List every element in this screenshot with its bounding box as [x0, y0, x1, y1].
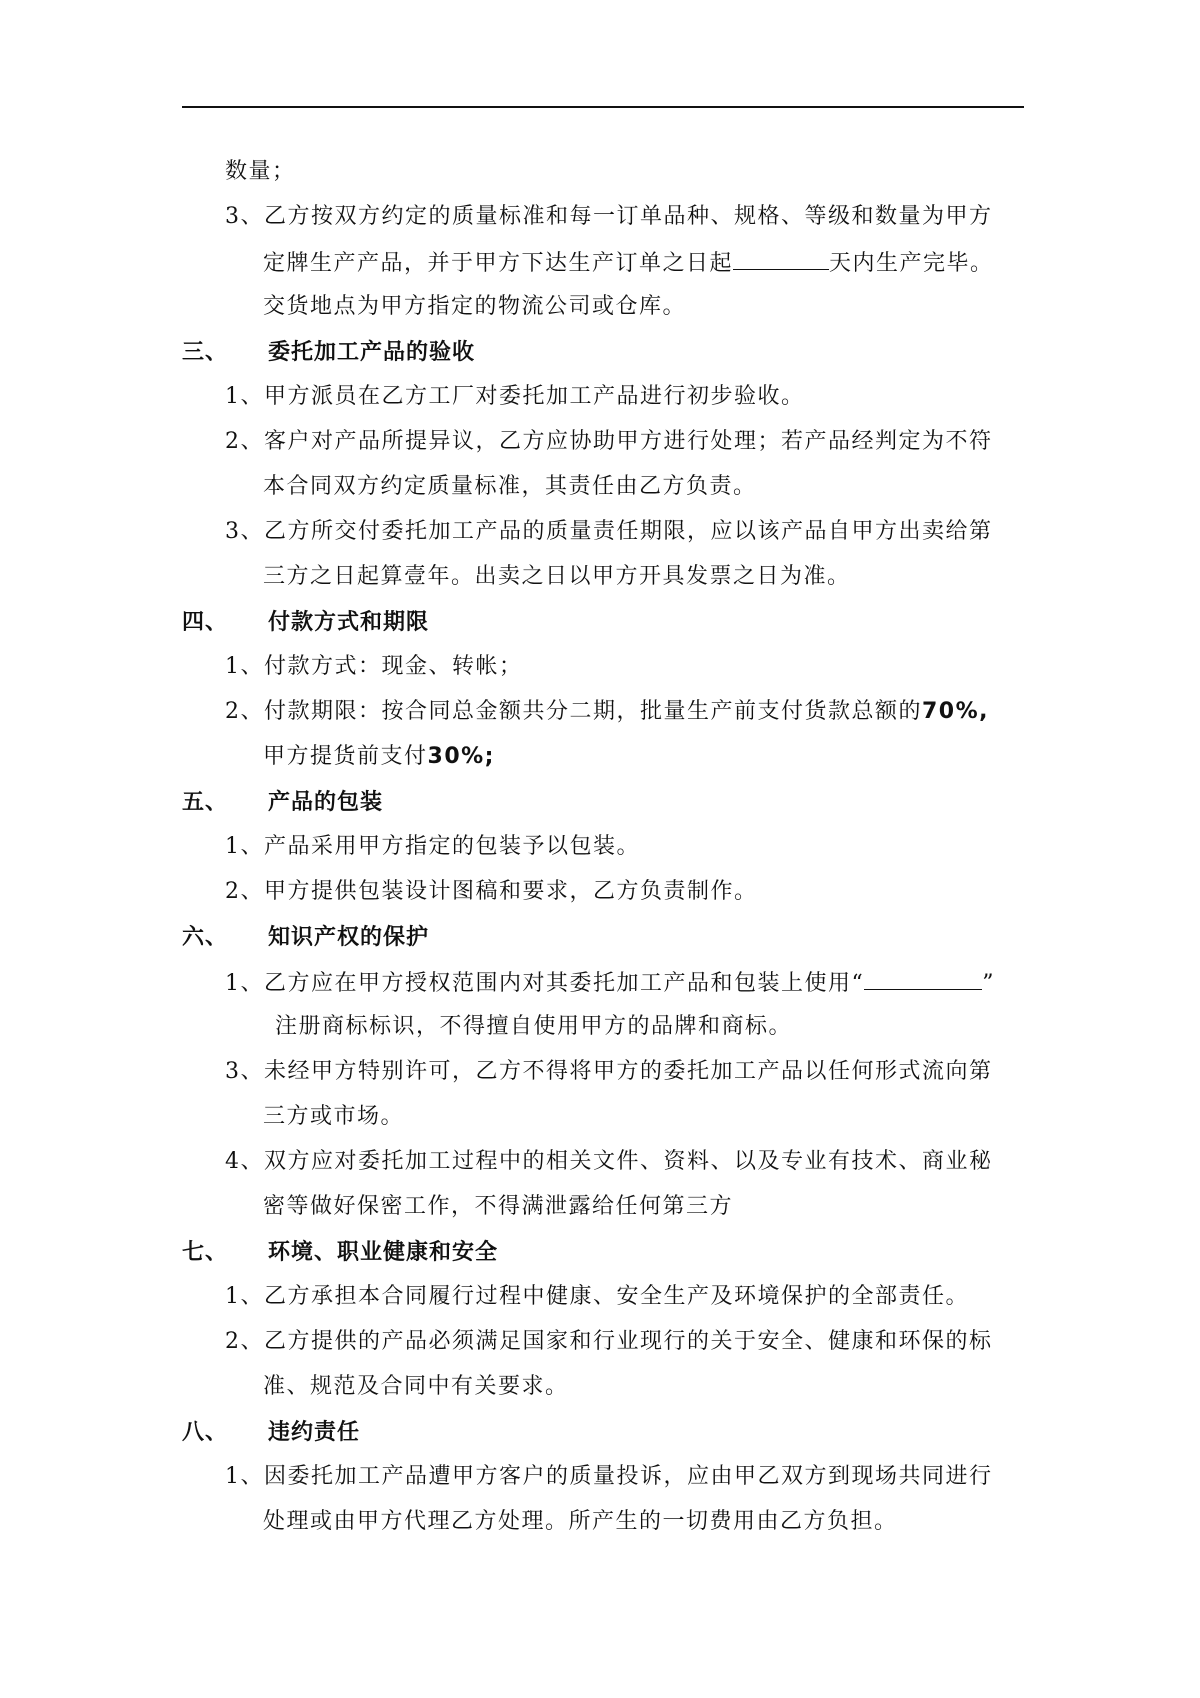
sec6-heading	[182, 922, 429, 952]
sec5-item1: 1、产品采用甲方指定的包装予以包装。	[225, 834, 640, 859]
sec3-item2-line2: 本合同双方约定质量标准，其责任由乙方负责。	[263, 474, 757, 499]
sec7-title: 环境、职业健康和安全	[268, 1239, 499, 1265]
days-blank	[733, 247, 829, 270]
sec6-item4-line1: 4、双方应对委托加工过程中的相关文件、资料、以及专业有技术、商业秘	[225, 1149, 993, 1174]
sec4-item2-line2-text: 甲方提货前支付	[263, 744, 428, 769]
sec7-heading	[182, 1237, 498, 1267]
sec2-item3-line1: 3、乙方按双方约定的质量标准和每一订单品种、规格、等级和数量为甲方	[225, 204, 993, 229]
sec5-item2: 2、甲方提供包装设计图稿和要求，乙方负责制作。	[225, 879, 758, 904]
sec5-heading	[182, 787, 383, 817]
sec2-item3-line2-text: 定牌生产产品，并于甲方下达生产订单之日起	[263, 251, 734, 276]
sec2-item3-line3: 交货地点为甲方指定的物流公司或仓库。	[263, 294, 687, 319]
sec8-title: 违约责任	[268, 1419, 361, 1445]
sec4-item2-percent: 70%,	[922, 699, 990, 724]
sec7-item2-line2: 准、规范及合同中有关要求。	[263, 1374, 569, 1399]
sec6-item1-line1	[225, 967, 995, 999]
sec3-item3-line1: 3、乙方所交付委托加工产品的质量责任期限，应以该产品自甲方出卖给第	[225, 519, 993, 544]
sec5-title: 产品的包装	[268, 789, 384, 815]
sec4-item2-text: 2、付款期限：按合同总金额共分二期，批量生产前支付货款总额的	[225, 699, 922, 724]
sec6-number: 六、	[182, 924, 229, 950]
trademark-blank	[864, 967, 982, 990]
sec8-item1-line2: 处理或由甲方代理乙方处理。所产生的一切费用由乙方负担。	[263, 1509, 898, 1534]
sec7-number: 七、	[182, 1239, 229, 1265]
sec4-title: 付款方式和期限	[268, 609, 430, 635]
sec4-number: 四、	[182, 609, 229, 635]
sec3-item2-line1: 2、客户对产品所提异议，乙方应协助甲方进行处理；若产品经判定为不符	[225, 429, 993, 454]
sec6-title: 知识产权的保护	[268, 924, 430, 950]
sec2-item3-line2	[263, 247, 994, 279]
sec6-item1-text: 1、乙方应在甲方授权范围内对其委托加工产品和包装上使用“	[225, 971, 865, 996]
sec4-item2-line2-percent: 30%;	[427, 744, 495, 769]
sec4-item1: 1、付款方式：现金、转帐；	[225, 654, 523, 679]
sec7-item1: 1、乙方承担本合同履行过程中健康、安全生产及环境保护的全部责任。	[225, 1284, 969, 1309]
header-rule	[182, 106, 1024, 108]
sec2-continuation: 数量；	[225, 159, 296, 184]
sec8-heading	[182, 1417, 360, 1447]
sec4-item2-line2	[263, 742, 495, 772]
sec3-item1: 1、甲方派员在乙方工厂对委托加工产品进行初步验收。	[225, 384, 805, 409]
sec6-item3-line1: 3、未经甲方特别许可，乙方不得将甲方的委托加工产品以任何形式流向第	[225, 1059, 993, 1084]
sec8-item1-line1: 1、因委托加工产品遭甲方客户的质量投诉，应由甲乙双方到现场共同进行	[225, 1464, 993, 1489]
sec3-number: 三、	[182, 339, 229, 365]
sec3-item3-line2: 三方之日起算壹年。出卖之日以甲方开具发票之日为准。	[263, 564, 851, 589]
sec7-item2-line1: 2、乙方提供的产品必须满足国家和行业现行的关于安全、健康和环保的标	[225, 1329, 993, 1354]
sec4-heading	[182, 607, 429, 637]
sec4-item2-line1	[225, 697, 989, 727]
sec6-item3-line2: 三方或市场。	[263, 1104, 405, 1129]
sec5-number: 五、	[182, 789, 229, 815]
sec8-number: 八、	[182, 1419, 229, 1445]
sec2-item3-line2-tail: 天内生产完毕。	[829, 251, 994, 276]
sec6-item4-line2: 密等做好保密工作，不得满泄露给任何第三方	[263, 1194, 734, 1219]
sec6-item1-line2: 注册商标标识，不得擅自使用甲方的品牌和商标。	[275, 1014, 793, 1039]
sec6-item1-closing-quote: ”	[982, 971, 995, 996]
sec3-title: 委托加工产品的验收	[268, 339, 476, 365]
sec3-heading	[182, 337, 475, 367]
